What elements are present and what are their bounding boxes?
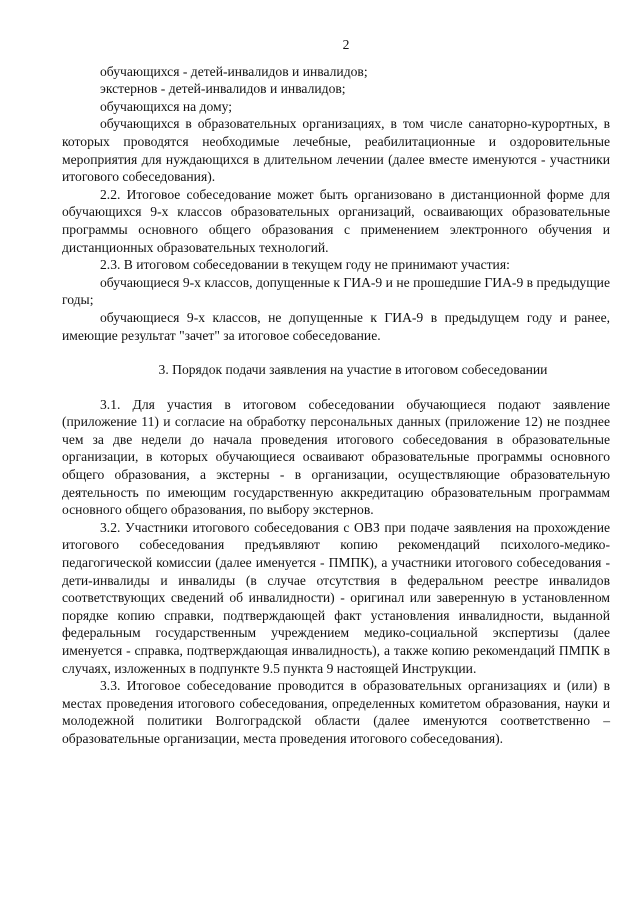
paragraph-3-2: 3.2. Участники итогового собеседования с ОВЗ при подаче заявления на прохождение итогового собеседования предъявляют копию рекомендаций психолого-медико-педагогической комиссии (далее именуется - ПМПК), а участники итогового собеседования - дети-инвалиды и инвалиды (в случае отсутствия в федеральном реестре инвалидов соответствующих сведений об инвалидности) - оригинал или заверенную в установленном порядке копию справки, подтверждающей факт установления инвалидности, выданной федеральным государственным учреждением медико-социальной экспертизы (далее именуется - справка, подтверждающая инвалидность), а также копию рекомендаций ПМПК в случаях, изложенных в подпункте 9.5 пункта 9 настоящей Инструкции.: [62, 519, 610, 676]
document-page: [62, 36, 610, 748]
paragraph-home-students: обучающихся на дому;: [100, 98, 233, 114]
paragraph-not-admitted: обучающиеся 9-х классов, не допущенные к ГИА-9 в предыдущем году и ранее, имеющие результат "зачет" за итоговое собеседование.: [62, 309, 610, 343]
paragraph-2-3: 2.3. В итоговом собеседовании в текущем году не принимают участия:: [100, 257, 510, 273]
paragraph-children-disabled: обучающихся - детей-инвалидов и инвалидов;: [100, 63, 368, 79]
paragraph-external-students: экстернов - детей-инвалидов и инвалидов;: [100, 81, 346, 97]
paragraph-2-2: 2.2. Итоговое собеседование может быть организовано в дистанционной форме для обучающихся 9-х классов образовательных организаций, осваивающих образовательные программы основного общего образования с применением электронного обучения и дистанционных образовательных технологий.: [62, 186, 610, 255]
paragraph-3-3: 3.3. Итоговое собеседование проводится в образовательных организациях и (или) в местах проведения итогового собеседования, определенных комитетом образования, науки и молодежной политики Волгоградской области (далее именуются соответственно – образовательные организации, места проведения итогового собеседования).: [62, 678, 610, 746]
paragraph-sanatorium-students: обучающихся в образовательных организациях, в том числе санаторно-курортных, в которых проводятся необходимые лечебные, реабилитационные и оздоровительные мероприятия для нуждающихся в длительном лечении (далее вместе именуются - участники итогового собеседования).: [62, 116, 610, 185]
paragraph-admitted-not-passed: обучающиеся 9-х классов, допущенные к ГИА-9 и не прошедшие ГИА-9 в предыдущие годы;: [62, 274, 610, 308]
section-3-heading: 3. Порядок подачи заявления на участие в итоговом собеседовании: [158, 362, 548, 378]
page-number: 2: [342, 37, 350, 52]
paragraph-3-1: 3.1. Для участия в итоговом собеседовании обучающиеся подают заявление (приложение 11) и согласие на обработку персональных данных (приложение 12) не позднее чем за две недели до начала проведения итогового собеседования в образовательные организации, в которых обучающиеся осваивают образовательные программы основного общего образования, а экстерны - в организации, осуществляющие образовательную деятельность по имеющим государственную аккредитацию образовательным программам основного общего образования, по выбору экстернов.: [62, 396, 610, 518]
